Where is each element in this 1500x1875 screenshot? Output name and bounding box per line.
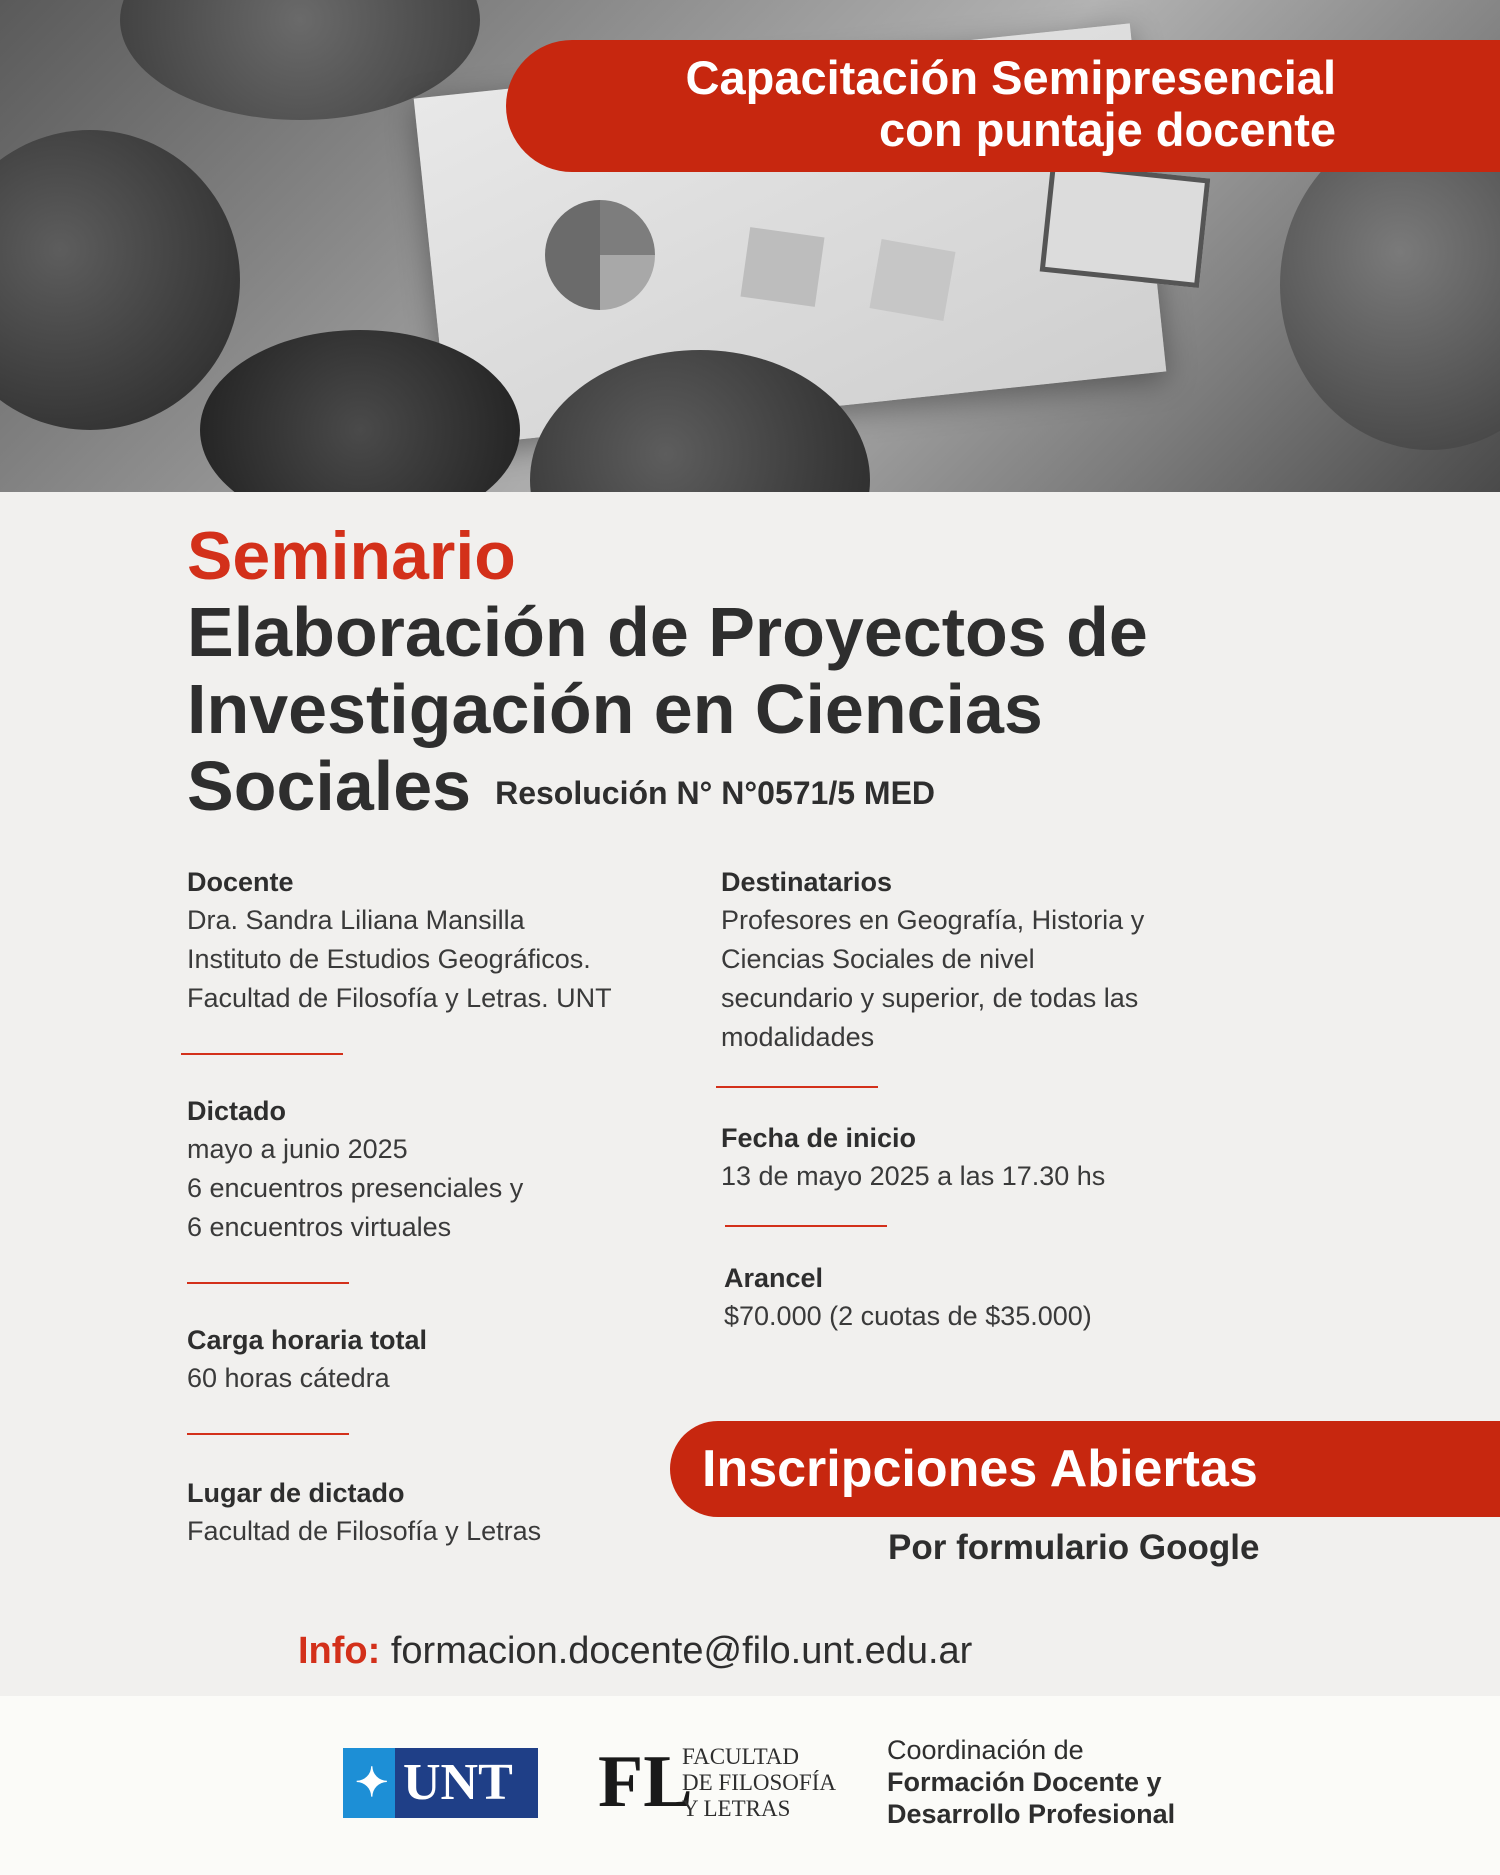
destinatarios-line: Ciencias Sociales de nivel: [721, 944, 1035, 974]
destinatarios-label: Destinatarios: [721, 867, 893, 897]
carga-line: 60 horas cátedra: [187, 1363, 390, 1393]
docente-line: Facultad de Filosofía y Letras. UNT: [187, 983, 612, 1013]
fecha-line: 13 de mayo 2025 a las 17.30 hs: [721, 1161, 1106, 1191]
dictado-section: [187, 1092, 523, 1247]
title-block: [187, 520, 1387, 832]
lugar-section: [187, 1474, 541, 1551]
carga-section: [187, 1321, 427, 1398]
divider: [187, 1433, 349, 1435]
contact-info: [298, 1630, 972, 1673]
destinatarios-line: secundario y superior, de todas las: [721, 983, 1139, 1013]
destinatarios-section: [721, 863, 1144, 1057]
carga-label: Carga horaria total: [187, 1325, 428, 1355]
fecha-section: [721, 1119, 1105, 1196]
resolution-number: Resolución N° N°0571/5 MED: [495, 775, 936, 811]
info-label: Info:: [298, 1630, 381, 1672]
banner-line-2: con puntaje docente: [879, 103, 1336, 156]
arancel-section: [724, 1259, 1092, 1336]
dictado-label: Dictado: [187, 1096, 287, 1126]
coordination-logo-text: Coordinación de Formación Docente y Desarrollo Profesional: [887, 1735, 1176, 1829]
divider: [187, 1282, 349, 1284]
pie-chart-sketch: [545, 200, 655, 310]
docente-line: Dra. Sandra Liliana Mansilla: [187, 905, 525, 935]
contact-email[interactable]: formacion.docente@filo.unt.edu.ar: [390, 1630, 973, 1672]
divider: [725, 1225, 887, 1227]
banner-line-1: Capacitación Semipresencial: [685, 51, 1336, 104]
dictado-line: 6 encuentros presenciales y: [187, 1173, 524, 1203]
unt-logo-text: UNT: [403, 1754, 513, 1811]
course-title: [187, 594, 1387, 832]
dictado-line: mayo a junio 2025: [187, 1134, 408, 1164]
inscripciones-subtitle: Por formulario Google: [888, 1528, 1260, 1567]
destinatarios-line: modalidades: [721, 1022, 875, 1052]
dictado-line: 6 encuentros virtuales: [187, 1212, 452, 1242]
ffyl-logo-text: FACULTAD DE FILOSOFÍA Y LETRAS: [682, 1744, 836, 1821]
lugar-line: Facultad de Filosofía y Letras: [187, 1516, 542, 1546]
unt-logo: [343, 1748, 538, 1818]
divider: [181, 1053, 343, 1055]
course-title-line-3: Sociales Resolución N° N°0571/5 MED: [187, 747, 936, 825]
fecha-label: Fecha de inicio: [721, 1123, 917, 1153]
lugar-label: Lugar de dictado: [187, 1478, 405, 1508]
arancel-line: $70.000 (2 cuotas de $35.000): [724, 1301, 1092, 1331]
star-icon: ✦: [355, 1760, 389, 1805]
top-banner: [506, 40, 1500, 172]
docente-line: Instituto de Estudios Geográficos.: [187, 944, 591, 974]
course-title-line-1: Elaboración de Proyectos de: [187, 593, 1148, 671]
docente-label: Docente: [187, 867, 294, 897]
docente-section: [187, 863, 612, 1018]
ffyl-logo-mark: FL: [598, 1741, 693, 1823]
destinatarios-line: Profesores en Geografía, Historia y: [721, 905, 1145, 935]
seminar-kicker: Seminario: [187, 518, 516, 594]
divider: [716, 1086, 878, 1088]
inscripciones-banner: Inscripciones Abiertas: [670, 1421, 1500, 1517]
course-title-line-2: Investigación en Ciencias: [187, 670, 1043, 748]
arancel-label: Arancel: [724, 1263, 824, 1293]
